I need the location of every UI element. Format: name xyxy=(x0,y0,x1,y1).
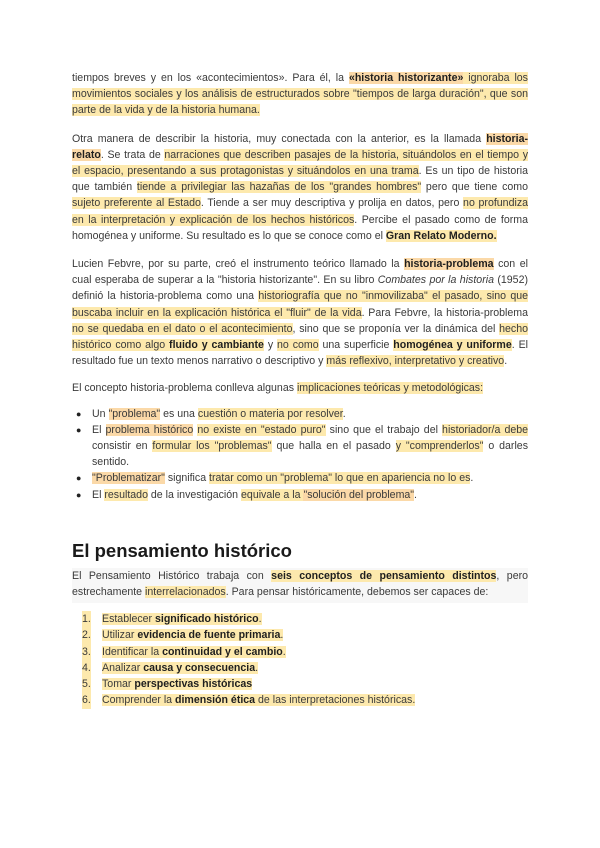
bold-term: historia-problema xyxy=(404,258,494,271)
text: . Se trata de xyxy=(100,148,165,161)
highlight xyxy=(404,258,493,270)
highlight xyxy=(102,646,286,658)
list-number: 5. xyxy=(82,676,91,692)
highlight: no existe en "estado puro" xyxy=(197,423,326,436)
text: , sino que se proponía ver la dinámica del xyxy=(292,322,500,335)
list-item xyxy=(76,470,528,486)
text: . Tiende a ser muy descriptiva y prolija en datos, pero xyxy=(200,197,464,210)
highlight: "problema" xyxy=(108,407,161,420)
bold-term: continuidad y el cambio xyxy=(162,645,283,658)
list-item xyxy=(76,406,528,422)
text: . xyxy=(282,645,286,658)
text: y xyxy=(263,339,278,352)
list-item xyxy=(82,692,528,708)
list-number: 2. xyxy=(82,627,91,643)
text: (1952) definió la historia-problema como una xyxy=(72,274,528,303)
list-item xyxy=(82,660,528,676)
highlight: formular los "problemas" xyxy=(152,440,272,453)
text: . xyxy=(414,488,417,501)
list-number: 3. xyxy=(82,644,91,660)
section-intro xyxy=(72,568,528,603)
highlight: no profundiza en la interpretación y explicación de los hechos históricos xyxy=(72,197,529,226)
text: . Percibe el pasado como de forma homogénea y uniforme. Su resultado es lo que se conoce como el xyxy=(72,213,529,242)
text: , pero estrechamente xyxy=(72,569,528,599)
highlight xyxy=(102,613,262,625)
text: Analizar xyxy=(102,661,144,674)
list-number: 6. xyxy=(82,692,91,708)
bullet-icon: ● xyxy=(76,424,82,435)
list-item xyxy=(82,644,528,660)
text: que halla en el pasado xyxy=(271,440,396,453)
highlight: no como xyxy=(277,339,319,352)
highlight: narraciones que describen pasajes de la historia, situándolos en el tiempo y el espacio, presentando a sus protagonistas y situándolos en una trama xyxy=(72,148,528,178)
list-item xyxy=(76,487,528,503)
text: sino que el trabajo del xyxy=(325,423,443,436)
highlight: "solución del problema" xyxy=(303,488,415,501)
highlight: implicaciones teóricas y metodológicas: xyxy=(296,382,484,395)
highlight: problema histórico xyxy=(105,423,194,436)
text: o darles sentido. xyxy=(92,440,528,469)
bold-term: historia-relato xyxy=(72,132,528,161)
text: . Para pensar históricamente, debemos ser capaces de: xyxy=(225,586,489,599)
highlight: tiende a privilegiar las hazañas de los "grandes hombres" xyxy=(136,181,422,194)
text: de las interpretaciones históricas. xyxy=(255,694,416,707)
bold-term: «historia historizante» xyxy=(348,72,464,84)
list-item xyxy=(82,611,528,627)
text: Comprender la xyxy=(102,694,176,707)
text: consistir en xyxy=(92,440,153,453)
text: . Para Febvre, la historia-problema xyxy=(361,306,528,319)
text: de la investigación xyxy=(147,488,242,501)
highlight xyxy=(393,339,511,351)
text: . xyxy=(504,355,508,368)
text: . El resultado fue un texto menos narrativo o descriptivo y xyxy=(72,339,528,368)
highlight: más reflexivo, interpretativo y creativo xyxy=(326,355,505,368)
text: . xyxy=(258,613,262,626)
bold-term: evidencia de fuente primaria xyxy=(137,629,281,642)
text: El xyxy=(92,488,105,501)
highlight: "Problematizar" xyxy=(92,472,165,485)
highlight: equivale a la xyxy=(241,488,304,501)
numbered-list xyxy=(72,611,528,708)
highlight: sujeto preferente al Estado xyxy=(72,197,201,210)
bold-term: dimensión ética xyxy=(175,694,256,707)
highlight: interrelacionados xyxy=(145,586,226,599)
text: significa xyxy=(164,472,210,485)
highlight xyxy=(386,230,497,242)
text: Tomar xyxy=(102,678,135,691)
highlight xyxy=(102,629,283,641)
highlight: no se quedaba en el dato o el acontecimiento xyxy=(72,322,293,335)
highlight xyxy=(102,694,415,706)
highlight: historiografía que no "inmovilizaba" el pasado, sino que buscaba incluir en la explicación histórica el "fluir" de la vida xyxy=(72,290,529,319)
bold-term: causa y consecuencia xyxy=(143,661,256,674)
highlight: ignoraba los movimientos sociales y los análisis de estructurados sobre "tiempos de larga duración", que son parte de la vida y de la historia humana. xyxy=(72,72,528,117)
highlight: resultado xyxy=(104,488,148,501)
text: . xyxy=(255,661,259,674)
paragraph-historia-relato xyxy=(72,131,528,244)
bullet-icon: ● xyxy=(76,408,82,419)
text: . xyxy=(470,472,474,485)
highlight xyxy=(349,72,463,84)
highlight: y "comprenderlos" xyxy=(395,440,484,453)
text: . Es un tipo de historia que también xyxy=(72,165,529,194)
text: El concepto historia-problema conlleva algunas xyxy=(72,382,297,395)
text: tiempos breves y en los «acontecimientos». Para él, la xyxy=(72,72,349,84)
text: Establecer xyxy=(102,613,155,626)
bold-term: significado histórico xyxy=(155,613,259,626)
bold-term: perspectivas históricas xyxy=(134,678,253,691)
text: Lucien Febvre, por su parte, creó el instrumento teórico llamado la xyxy=(72,258,405,271)
text: pero que tiene como xyxy=(421,181,529,194)
bullet-icon: ● xyxy=(76,489,82,500)
paragraph-implicaciones xyxy=(72,380,528,396)
bold-term: homogénea y uniforme xyxy=(393,339,512,352)
highlight: hecho histórico como algo xyxy=(72,322,528,352)
text: Utilizar xyxy=(102,629,138,642)
highlight xyxy=(102,662,258,674)
list-item xyxy=(76,422,529,471)
list-item xyxy=(82,627,528,643)
bold-term: Gran Relato Moderno. xyxy=(385,229,497,242)
text: . xyxy=(280,629,284,642)
bullet-list xyxy=(72,406,528,503)
list-item xyxy=(82,676,528,692)
text: . xyxy=(342,407,346,420)
highlight: cuestión o materia por resolver xyxy=(197,407,343,420)
text: con el cual esperaba de superar a la "historia historizante". En su libro xyxy=(72,258,528,287)
paragraph-historia-historizante xyxy=(72,70,528,119)
text: una superficie xyxy=(318,339,394,352)
text: Un xyxy=(92,407,109,420)
book-title: Combates por la historia xyxy=(377,274,494,287)
highlight xyxy=(169,339,264,351)
bold-term: seis conceptos de pensamiento distintos xyxy=(271,569,497,582)
highlight: tratar como un "problema" lo que en apariencia no lo es xyxy=(209,472,471,485)
bold-term: fluido y cambiante xyxy=(169,339,264,352)
text: es una xyxy=(160,407,198,420)
list-number: 4. xyxy=(82,660,91,676)
text: El Pensamiento Histórico trabaja con xyxy=(72,569,272,582)
text: Otra manera de describir la historia, muy conectada con la anterior, es la llamada xyxy=(72,132,487,145)
bullet-icon: ● xyxy=(76,473,82,484)
list-number: 1. xyxy=(82,611,91,627)
highlight xyxy=(271,570,496,582)
highlight: historiador/a debe xyxy=(442,423,529,436)
paragraph-historia-problema xyxy=(72,256,528,369)
text: Identificar la xyxy=(102,645,163,658)
section-heading: El pensamiento histórico xyxy=(72,539,292,561)
text: El xyxy=(92,423,106,436)
highlight xyxy=(102,678,252,690)
